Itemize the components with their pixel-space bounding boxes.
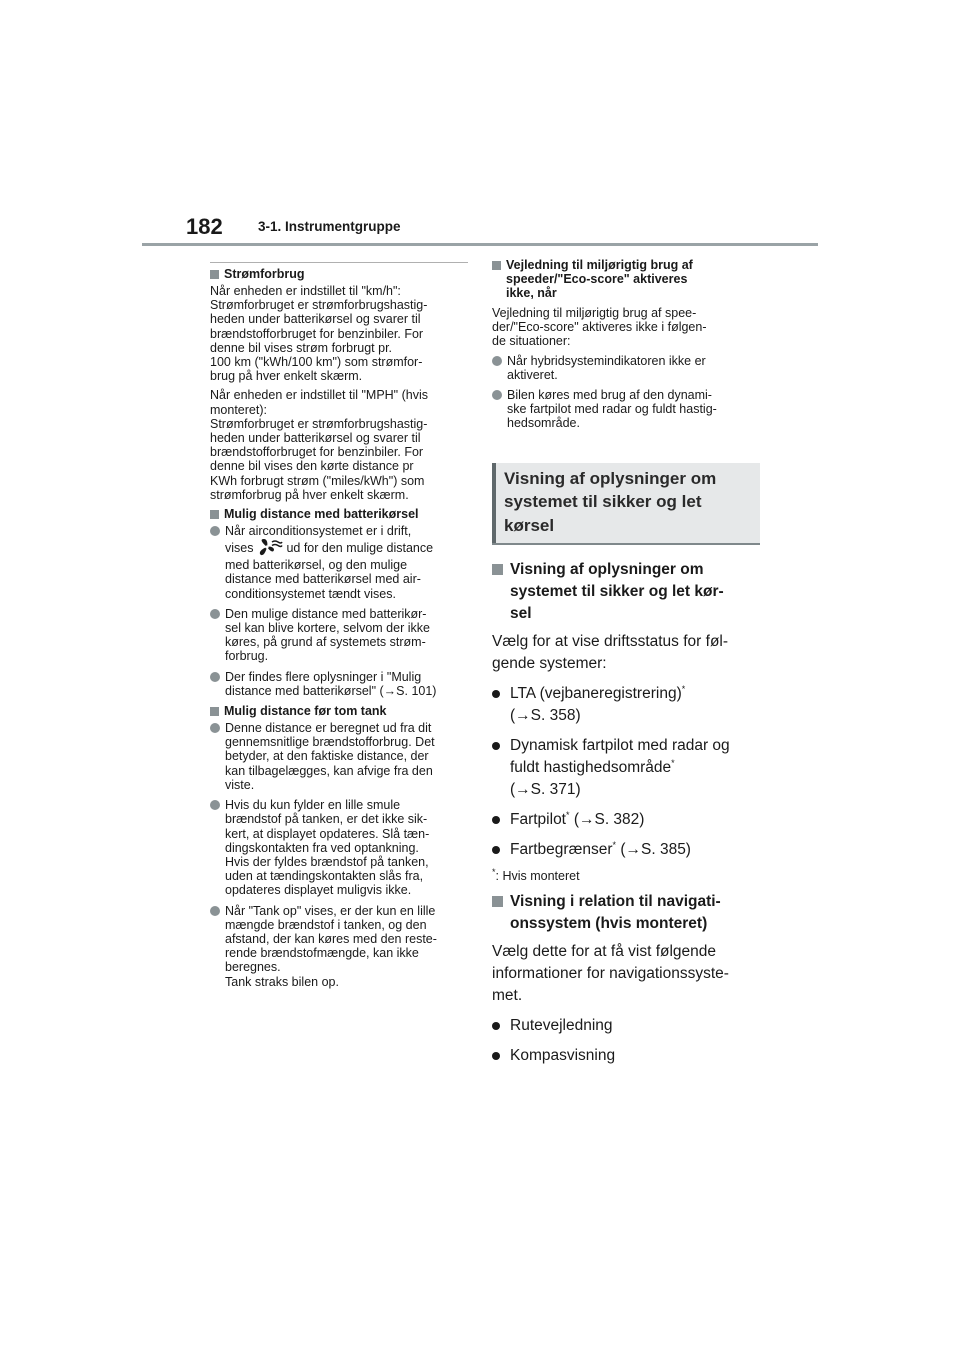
square-bullet-icon [210, 270, 219, 279]
round-bullet-icon [492, 742, 500, 750]
round-bullet-icon [492, 356, 502, 366]
round-bullet-icon [492, 390, 502, 400]
round-bullet-icon [492, 816, 500, 824]
list-item: Fartpilot* (→S. 382) [492, 809, 754, 831]
air-conditioner-fan-icon [257, 538, 283, 556]
round-bullet-icon [210, 906, 220, 916]
round-bullet-icon [210, 800, 220, 810]
paragraph-power-kmh: Når enheden er indstillet til "km/h": Strømforbruget er strømforbrugshastig- heden under batterikørsel og svarer til brændstofforbruget for benzinbiler. For denne bil vises strøm forbrugt pr. 100 km ("kWh/100 km") som strømfor- brug på hver enkelt skærm. [210, 284, 428, 384]
round-bullet-icon [210, 609, 220, 619]
paragraph-navigation: Vælg dette for at få vist følgende informationer for navigationssyste- met. [492, 943, 729, 1005]
paragraph-safety-info: Vælg for at vise driftsstatus for føl- gende systemer: [492, 633, 729, 673]
round-bullet-icon [210, 526, 220, 536]
section-divider [210, 262, 468, 263]
paragraph-power-mph: Når enheden er indstillet til "MPH" (hvis monteret): Strømforbruget er strømforbrugshastig- heden under batterikørsel og svarer til brændstofforbruget for benzinbiler. For denne bil vises den kørte distance pr KWh forbrugt strøm ("miles/kWh") som strømforbrug på hver enkelt skærm. [210, 388, 428, 502]
square-bullet-icon [210, 510, 219, 519]
square-bullet-icon [492, 896, 503, 907]
list-item: Kompasvisning [492, 1045, 754, 1067]
list-item: Når hybridsystemindikatoren ikke er aktiveret. [492, 354, 754, 382]
list-item: Når airconditionsystemet er i drift, vises ud for den mulige distance med batterikørsel, og den mulige distance med batterikørsel med air- conditionsystemet tændt vises. [210, 524, 468, 601]
paragraph-eco-guidance: Vejledning til miljørigtig brug af spee- der/"Eco-score" aktiveres ikke i følgen- de situationer: [492, 306, 707, 349]
section-title: 3-1. Instrumentgruppe [258, 219, 401, 234]
section-box-heading: Visning af oplysninger om systemet til sikker og let kørsel [504, 468, 717, 535]
round-bullet-icon [492, 690, 500, 698]
heading-fuel-range: Mulig distance før tom tank [210, 704, 468, 718]
list-item: Der findes flere oplysninger i "Mulig distance med batterikørsel" (→S. 101) [210, 670, 468, 698]
list-item: Hvis du kun fylder en lille smule brændstof på tanken, er det ikke sik- kert, at displayet opdateres. Slå tæn- dingskontakten fra ved optankning. Hvis der fyldes brændstof på tanken, uden at tændingskontakten slås fra, opdateres displayet muligvis ikke. [210, 798, 468, 897]
heading-ev-range: Mulig distance med batterikørsel [210, 507, 468, 521]
left-column [210, 262, 468, 995]
square-bullet-icon [210, 707, 219, 716]
list-item: Rutevejledning [492, 1015, 754, 1037]
list-item: Denne distance er beregnet ud fra dit gennemsnitlige brændstofforbrug. Det betyder, at den faktiske distance, der kan tilbagelægges, kan afvige fra den viste. [210, 721, 468, 792]
list-item: Dynamisk fartpilot med radar og fuldt hastighedsområde* (→S. 371) [492, 735, 754, 801]
round-bullet-icon [210, 672, 220, 682]
footnote: *: Hvis monteret [492, 866, 580, 884]
round-bullet-icon [210, 723, 220, 733]
heading-power-consumption: Strømforbrug [210, 267, 468, 281]
right-column [492, 255, 754, 1075]
list-item: LTA (vejbaneregistrering)* (→S. 358) [492, 683, 754, 727]
round-bullet-icon [492, 1022, 500, 1030]
square-bullet-icon [492, 261, 501, 270]
list-item: Den mulige distance med batterikør- sel kan blive kortere, selvom der ikke køres, på grund af systemets strøm- forbrug. [210, 607, 468, 664]
heading-navigation: Visning i relation til navigati- onssystem (hvis monteret) [492, 891, 754, 935]
round-bullet-icon [492, 1052, 500, 1060]
list-item: Bilen køres med brug af den dynami- ske fartpilot med radar og fuldt hastig- hedsområde. [492, 388, 754, 431]
heading-eco-guidance: Vejledning til miljørigtig brug af speeder/"Eco-score" aktiveres ikke, når [492, 258, 754, 300]
header-rule [142, 243, 818, 246]
list-item: Fartbegrænser* (→S. 385) [492, 839, 754, 861]
list-item: Når "Tank op" vises, er der kun en lille mængde brændstof i tanken, og den afstand, der kan køres med den reste- rende brændstofmængde, kan ikke beregnes. Tank straks bilen op. [210, 904, 468, 989]
heading-safety-info: Visning af oplysninger om systemet til sikker og let kør- sel [492, 559, 754, 625]
accent-bar [492, 463, 496, 544]
round-bullet-icon [492, 846, 500, 854]
page-number: 182 [186, 214, 223, 239]
square-bullet-icon [492, 564, 503, 575]
section-title-box [492, 463, 760, 546]
